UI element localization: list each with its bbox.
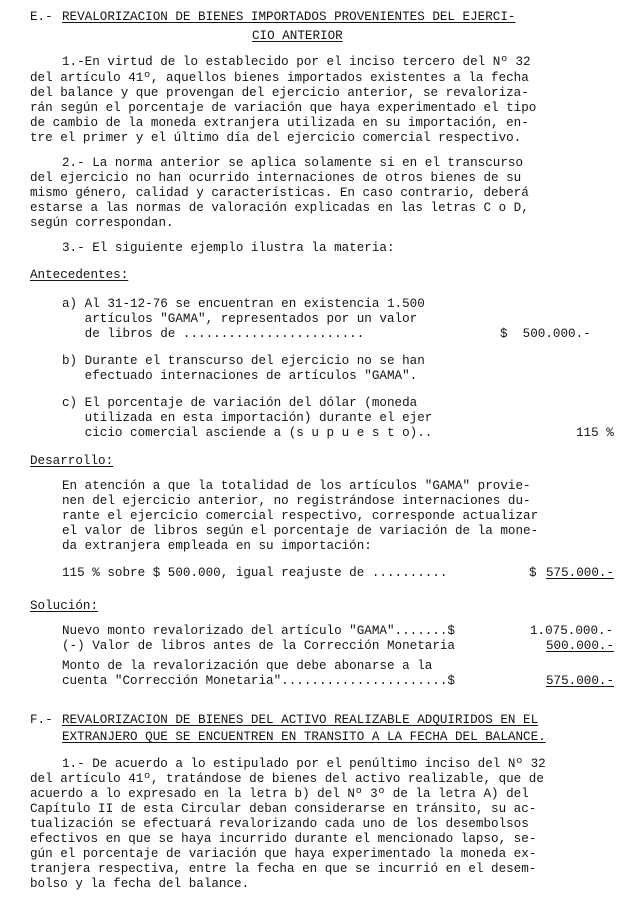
section-f-p1-line: efectivos en que se haya incurrido durante el mencionado lapso, se- — [30, 832, 537, 846]
solucion-heading: Solución: — [30, 599, 99, 613]
section-e-p1-line: 1.-En virtud de lo establecido por el inciso tercero del Nº 32 — [62, 55, 531, 69]
solution-row3-line: Monto de la revalorización que debe abonarse a la — [62, 659, 433, 673]
section-e-heading-line1: REVALORIZACION DE BIENES IMPORTADOS PROVENIENTES DEL EJERCI- — [62, 10, 516, 24]
item-c-line: utilizada en esta importación) durante el ejer — [62, 411, 433, 425]
section-e-p1-line: rán según el porcentaje de variación que haya experimentado el tipo — [30, 101, 537, 115]
section-e-p3: 3.- El siguiente ejemplo ilustra la materia: — [62, 241, 395, 255]
section-f-heading-line1: REVALORIZACION DE BIENES DEL ACTIVO REALIZABLE ADQUIRIDOS EN EL — [62, 713, 539, 727]
section-f-p1-line: tranjera respectiva, entre la fecha en que se incurrió en el desem- — [30, 862, 537, 876]
desarrollo-line: el valor de libros según el porcentaje de variación de la mone- — [62, 524, 539, 538]
section-e-p2-line: estarse a las normas de valoración explicadas en las letras C o D, — [30, 201, 529, 215]
section-e-p2-line: 2.- La norma anterior se aplica solamente si en el transcurso — [62, 156, 524, 170]
desarrollo-line: nen del ejercicio anterior, no registrándose internaciones du- — [62, 494, 531, 508]
section-f-p1-line: 1.- De acuerdo a lo estipulado por el penúltimo inciso del Nº 32 — [62, 757, 546, 771]
item-a-line: a) Al 31-12-76 se encuentran en existencia 1.500 — [62, 297, 425, 311]
section-e-p1-line: del balance y que provengan del ejercicio anterior, se revaloriza- — [30, 86, 529, 100]
section-f-p1-line: bolso y la fecha del balance. — [30, 877, 250, 891]
item-c-line: c) El porcentaje de variación del dólar (moneda — [62, 396, 418, 410]
desarrollo-heading: Desarrollo: — [30, 454, 114, 468]
solution-row1-amount: 1.075.000.- — [530, 624, 614, 638]
section-f-heading-line2: EXTRANJERO QUE SE ENCUENTREN EN TRANSITO A LA FECHA DEL BALANCE. — [62, 730, 546, 744]
section-e-p1-line: del artículo 41º, aquellos bienes importados existentes a la fecha — [30, 71, 529, 85]
calculation-line: 115 % sobre $ 500.000, igual reajuste de .......... — [62, 566, 448, 580]
item-a-line: de libros de ........................ — [62, 327, 365, 341]
section-f-p1-line: Capítulo II de esta Circular deban considerarse en tránsito, su ac- — [30, 802, 537, 816]
item-c-amount: 115 % — [576, 426, 614, 440]
solution-row3-amount: 575.000.- — [546, 674, 615, 688]
item-c-line: cicio comercial asciende a (s u p u e s t o).. — [62, 426, 433, 440]
section-f-p1-line: tualización se efectuará revalorizando cada uno de los desembolsos — [30, 817, 529, 831]
solution-row1-label: Nuevo monto revalorizado del artículo "GAMA".......$ — [62, 624, 455, 638]
antecedentes-heading: Antecedentes: — [30, 268, 129, 282]
desarrollo-line: rante el ejercicio comercial respectivo, corresponde actualizar — [62, 509, 539, 523]
calculation-amount: 575.000.- — [546, 566, 615, 580]
desarrollo-line: da extranjera empleada en su importación: — [62, 539, 372, 553]
solution-row2-label: (-) Valor de libros antes de la Corrección Monetaria — [62, 639, 455, 653]
section-f-letter: F.- — [30, 713, 53, 727]
section-f-p1-line: acuerdo a lo expresado en la letra b) del Nº 3º de la letra A) del — [30, 787, 529, 801]
section-e-heading-line2: CIO ANTERIOR — [252, 29, 343, 43]
solution-row3-label: cuenta "Corrección Monetaria"......................$ — [62, 674, 455, 688]
item-a-line: artículos "GAMA", representados por un valor — [62, 312, 418, 326]
item-b-line: efectuado internaciones de artículos "GAMA". — [62, 369, 418, 383]
section-e-p1-line: tre el primer y el último día del ejercicio comercial respectivo. — [30, 131, 522, 145]
calculation-dollar: $ — [529, 566, 537, 580]
section-f-p1-line: del artículo 41º, tratándose de bienes del activo realizable, que de — [30, 772, 544, 786]
section-e-p2-line: según correspondan. — [30, 216, 174, 230]
section-e-letter: E.- — [30, 10, 53, 24]
section-f-p1-line: gún el porcentaje de variación que haya experimentado la moneda ex- — [30, 847, 537, 861]
section-e-p2-line: mismo género, calidad y características. En caso contrario, deberá — [30, 186, 529, 200]
item-a-amount: $ 500.000.- — [500, 327, 591, 341]
item-b-line: b) Durante el transcurso del ejercicio no se han — [62, 354, 425, 368]
desarrollo-line: En atención a que la totalidad de los artículos "GAMA" provie- — [62, 479, 531, 493]
section-e-p1-line: de cambio de la moneda extranjera utilizada en su importación, en- — [30, 116, 529, 130]
solution-row2-amount: 500.000.- — [546, 639, 615, 653]
section-e-p2-line: del ejercicio no han ocurrido internaciones de otros bienes de su — [30, 171, 522, 185]
